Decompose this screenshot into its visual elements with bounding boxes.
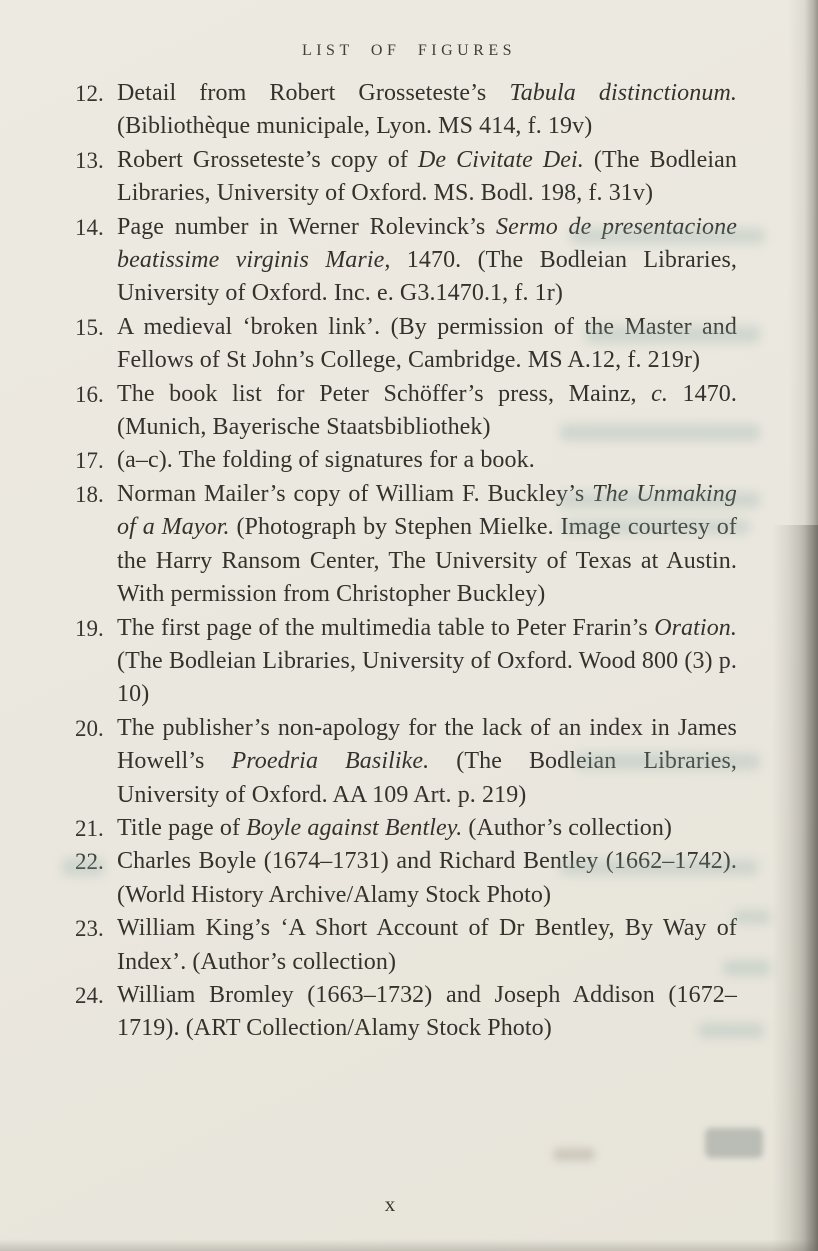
work-title-italic: c. (651, 380, 668, 407)
figure-number: 13. (75, 147, 104, 173)
work-title-italic: Oration. (654, 614, 737, 641)
figure-number: 18. (75, 481, 104, 507)
figure-caption (117, 612, 737, 712)
figure-caption (117, 311, 737, 378)
work-title-italic: Sermo de presentacione beatissime virginis Marie, (117, 213, 737, 274)
figure-number: 22. (75, 849, 104, 875)
figure-list (75, 77, 737, 1046)
figure-caption (117, 444, 737, 477)
caption-text: Title page of (117, 814, 247, 841)
caption-text: William King’s ‘A Short Account of Dr Bentley, By Way of Index’. (Author’s collection) (117, 915, 737, 975)
figure-number: 16. (75, 381, 104, 407)
page-number: x (384, 1192, 396, 1216)
work-title-italic: Boyle against Bentley. (246, 814, 463, 841)
figure-entry (75, 77, 737, 144)
figure-caption (117, 77, 737, 144)
caption-text: 1470. (Munich, Bayerische Staatsbibliothek) (117, 380, 737, 441)
page-header: LIST OF FIGURES (301, 42, 517, 59)
figure-number: 14. (75, 214, 104, 240)
page-bottom-shadow (0, 1239, 818, 1251)
caption-text: The publisher’s non-apology for the lack of an index in James Howell’s (117, 714, 737, 775)
figure-entry (75, 444, 737, 477)
figure-entry (75, 478, 737, 612)
figure-caption (117, 812, 737, 845)
figure-entry (75, 912, 737, 979)
figure-number: 17. (75, 448, 104, 474)
figure-caption (117, 144, 737, 211)
caption-text: A medieval ‘broken link’. (By permission of the Master and Fellows of St John’s College, Cambridge. MS A.12, f. 219r) (117, 313, 737, 374)
figure-number: 21. (75, 815, 104, 841)
caption-text: 1470. (The Bodleian Libraries, University of Oxford. Inc. e. G3.1470.1, f. 1r) (117, 247, 737, 307)
caption-text: Charles Boyle (1674–1731) and Richard Bentley (1662–1742). (World History Archive/Alamy Stock Photo) (117, 848, 737, 908)
figure-entry (75, 979, 737, 1046)
caption-text: (The Bodleian Libraries, University of Oxford. Wood 800 (3) p. 10) (117, 647, 737, 708)
figure-caption (117, 979, 737, 1046)
caption-text: Page number in Werner Rolevinck’s (117, 213, 496, 240)
page-edge-shadow-lower (772, 525, 818, 1251)
work-title-italic: Tabula distinctionum. (509, 80, 738, 106)
figure-caption (117, 845, 737, 912)
figure-caption (117, 912, 737, 979)
caption-text: William Bromley (1663–1732) and Joseph Addison (1672–1719). (ART Collection/Alamy Stock Photo) (117, 981, 737, 1042)
smudge-mark (553, 1148, 595, 1161)
work-title-italic: De Civitate Dei. (417, 146, 584, 173)
page-edge-shadow (788, 0, 818, 1251)
figure-entry (75, 612, 737, 712)
caption-text: (The Bodleian Libraries, University of Oxford. AA 109 Art. p. 219) (117, 748, 738, 808)
figure-entry (75, 378, 737, 445)
figure-number: 20. (75, 715, 104, 741)
caption-text: (a–c). The folding of signatures for a book. (117, 447, 535, 474)
caption-text: Norman Mailer’s copy of William F. Buckley’s (117, 480, 593, 507)
figure-entry (75, 311, 737, 378)
figure-entry (75, 845, 737, 912)
caption-text: (Author’s collection) (462, 814, 673, 841)
caption-text: Robert Grosseteste’s copy of (117, 146, 418, 173)
figure-caption (117, 478, 737, 612)
work-title-italic: Proedria Basilike. (231, 748, 430, 775)
figure-caption (117, 211, 737, 311)
caption-text: (Bibliothèque municipale, Lyon. MS 414, f. 19v) (117, 113, 593, 140)
figure-number: 12. (75, 81, 104, 106)
caption-text: The book list for Peter Schöffer’s press, Mainz, (117, 380, 652, 407)
caption-text: The first page of the multimedia table to Peter Frarin’s (117, 614, 655, 641)
figure-caption (117, 378, 737, 445)
figure-entry (75, 712, 737, 812)
work-title-italic: The Unmaking of a Mayor. (117, 480, 737, 541)
figure-number: 19. (75, 615, 104, 641)
show-through-mark (733, 910, 771, 924)
caption-text: (Photograph by Stephen Mielke. Image courtesy of the Harry Ransom Center, The University of Texas at Austin. With permission from Christopher Buckley) (117, 514, 737, 608)
figure-entry (75, 211, 737, 311)
pencil-mark (705, 1128, 763, 1158)
figure-caption (117, 712, 737, 812)
figure-entry (75, 144, 737, 211)
figure-number: 15. (75, 314, 104, 340)
figure-number: 23. (75, 916, 104, 942)
caption-text: Detail from Robert Grosseteste’s (117, 80, 510, 106)
figure-number: 24. (75, 982, 104, 1008)
caption-text: (The Bodleian Libraries, University of Oxford. MS. Bodl. 198, f. 31v) (117, 146, 737, 207)
figure-entry (75, 812, 737, 845)
